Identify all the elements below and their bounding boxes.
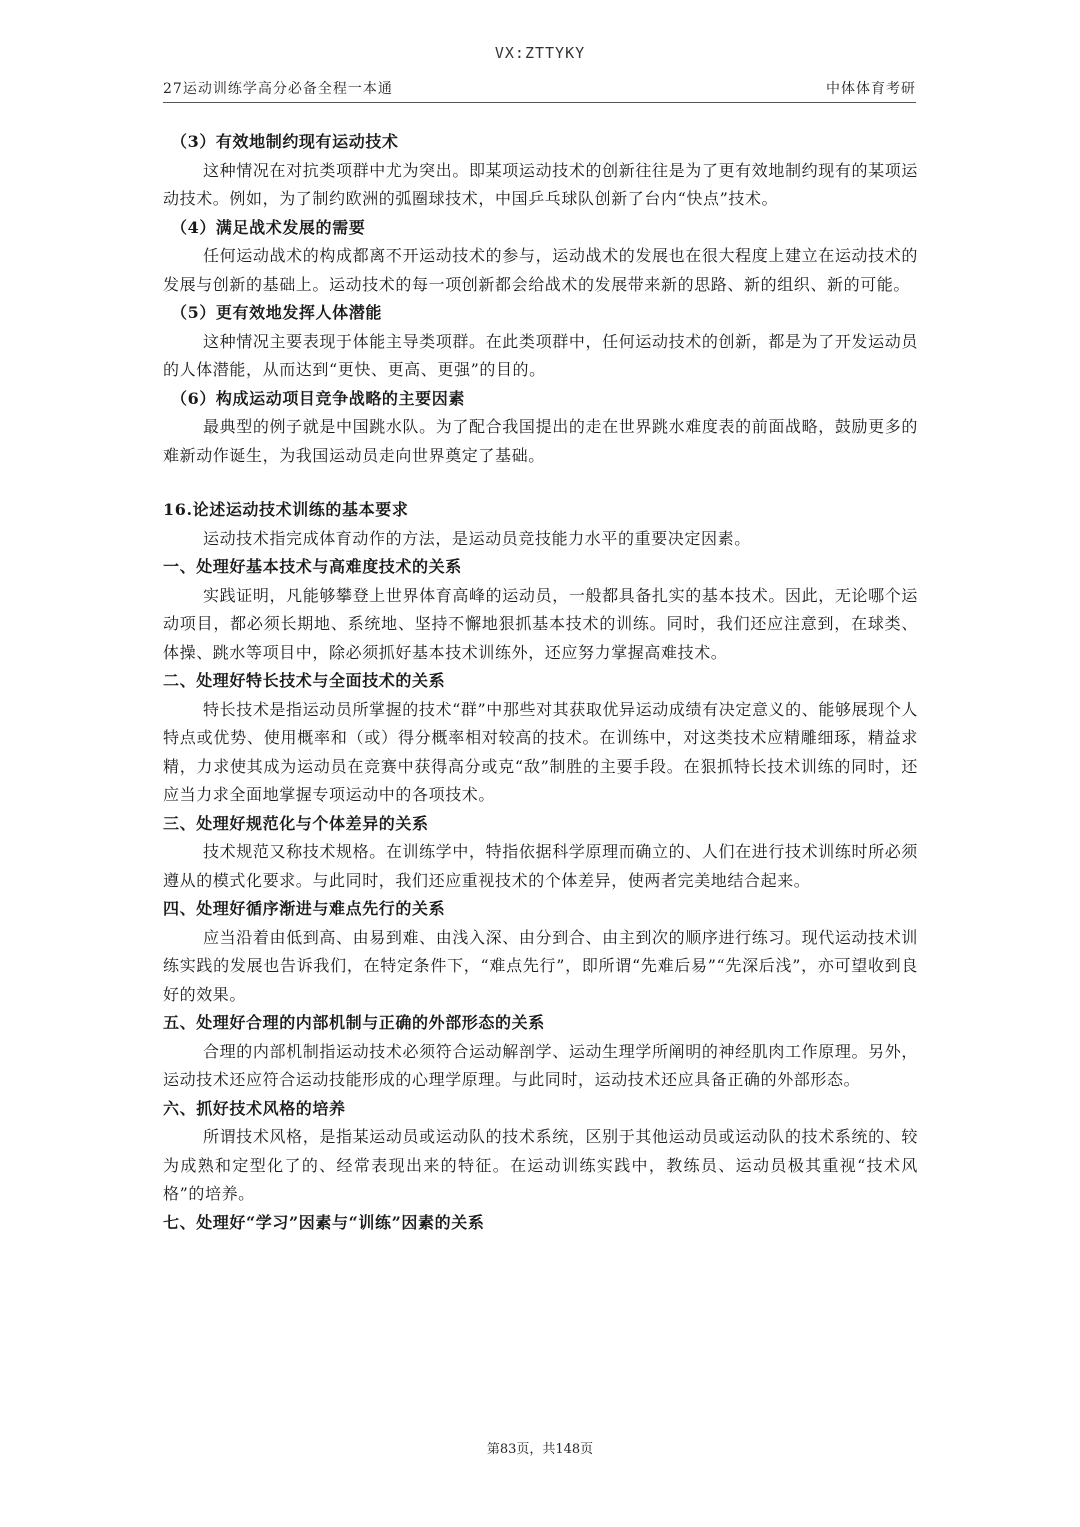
paragraph: 任何运动战术的构成都离不开运动技术的参与，运动战术的发展也在很大程度上建立在运动技术的发展与创新的基础上。运动技术的每一项创新都会给战术的发展带来新的思路、新的组织、新的可能。	[163, 246, 918, 294]
section-heading: 六、抓好技术风格的培养	[163, 1098, 346, 1118]
book-title: 27运动训练学高分必备全程一本通	[163, 81, 393, 97]
subheading: （5）更有效地发挥人体潜能	[171, 303, 382, 322]
subheading: （6）构成运动项目竞争战略的主要因素	[171, 388, 465, 408]
subheading: （4）满足战术发展的需要	[171, 217, 366, 237]
paragraph: 应当沿着由低到高、由易到难、由浅入深、由分到合、由主到次的顺序进行练习。现代运动技术训练实践的发展也告诉我们，在特定条件下，“难点先行”，即所谓“先难后易”“先深后浅”，亦可望收到良好的效果。	[163, 927, 918, 1004]
watermark-text: VX:ZTTYKY	[494, 44, 586, 62]
section-heading: 三、处理好规范化与个体差异的关系	[163, 813, 429, 833]
paragraph: 最典型的例子就是中国跳水队。为了配合我国提出的走在世界跳水难度表的前面战略，鼓励更多的难新动作诞生，为我国运动员走向世界奠定了基础。	[163, 417, 918, 465]
section-heading: 五、处理好合理的内部机制与正确的外部形态的关系	[163, 1013, 545, 1032]
page-number: 第83页，共148页	[486, 1442, 594, 1457]
page-content	[163, 128, 918, 1237]
section-heading: 四、处理好循序渐进与难点先行的关系	[163, 899, 446, 918]
publisher-name: 中体体育考研	[826, 81, 916, 97]
paragraph: 特长技术是指运动员所掌握的技术“群”中那些对其获取优异运动成绩有决定意义的、能够展现个人特点或优势、使用概率和（或）得分概率相对较高的技术。在训练中，对这类技术应精雕细琢，精益求精，力求使其成为运动员在竞赛中获得高分或克“敌”制胜的主要手段。在狠抓特长技术训练的同时，还应当力求全面地掌握专项运动中的各项技术。	[163, 699, 918, 804]
paragraph: 技术规范又称技术规格。在训练学中，特指依据科学原理而确立的、人们在进行技术训练时所必须遵从的模式化要求。与此同时，我们还应重视技术的个体差异，使两者完美地结合起来。	[163, 842, 918, 890]
paragraph: 合理的内部机制指运动技术必须符合运动解剖学、运动生理学所阐明的神经肌肉工作原理。另外，运动技术还应符合运动技能形成的心理学原理。与此同时，运动技术还应具备正确的外部形态。	[163, 1041, 918, 1089]
paragraph: 这种情况在对抗类项群中尤为突出。即某项运动技术的创新往往是为了更有效地制约现有的某项运动技术。例如，为了制约欧洲的弧圈球技术，中国乒乓球队创新了台内“快点”技术。	[163, 160, 918, 208]
paragraph: 所谓技术风格，是指某运动员或运动队的技术系统，区别于其他运动员或运动队的技术系统的、较为成熟和定型化了的、经常表现出来的特征。在运动训练实践中，教练员、运动员极其重视“技术风格”的培养。	[163, 1127, 918, 1203]
subheading: （3）有效地制约现有运动技术	[171, 132, 399, 151]
page-header	[163, 80, 916, 103]
section-heading: 二、处理好特长技术与全面技术的关系	[163, 671, 446, 690]
paragraph: 运动技术指完成体育动作的方法，是运动员竞技能力水平的重要决定因素。	[203, 528, 751, 548]
section-heading: 七、处理好“学习”因素与“训练”因素的关系	[163, 1212, 485, 1232]
question-heading: 16.论述运动技术训练的基本要求	[163, 500, 409, 519]
section-heading: 一、处理好基本技术与高难度技术的关系	[163, 557, 462, 576]
paragraph: 这种情况主要表现于体能主导类项群。在此类项群中，任何运动技术的创新，都是为了开发运动员的人体潜能，从而达到“更快、更高、更强”的目的。	[163, 331, 918, 379]
paragraph: 实践证明，凡能够攀登上世界体育高峰的运动员，一般都具备扎实的基本技术。因此，无论哪个运动项目，都必须长期地、系统地、坚持不懈地狠抓基本技术的训练。同时，我们还应注意到，在球类、体操、跳水等项目中，除必须抓好基本技术训练外，还应努力掌握高难技术。	[163, 585, 918, 662]
